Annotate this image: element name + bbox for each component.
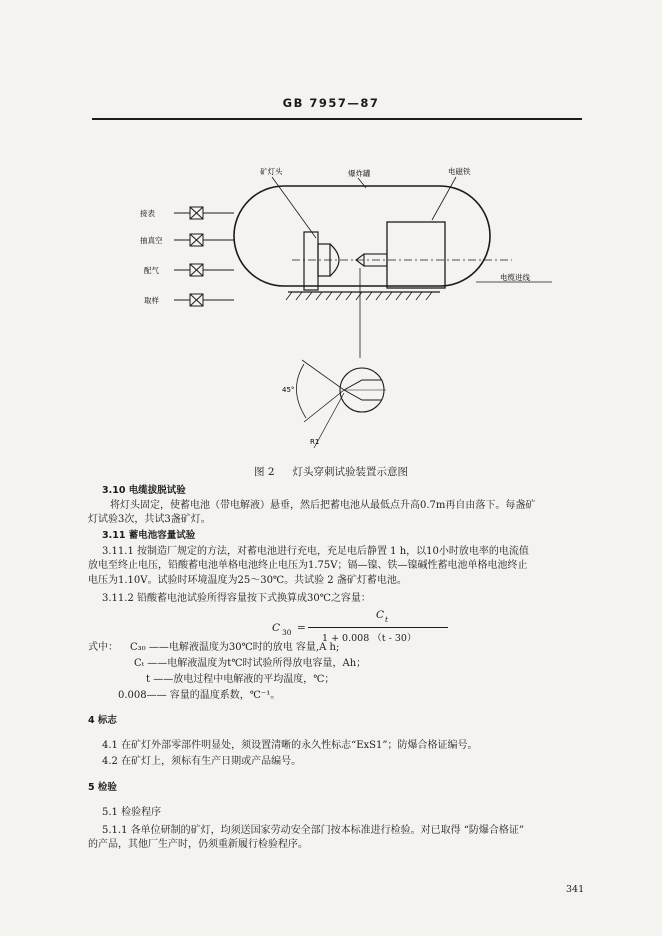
section-4-2: 4.2 在矿灯上，须标有生产日期或产品编号。 [102, 756, 302, 767]
section-5-1-1-line2: 的产品，其他厂生产时，仍须重新履行检验程序。 [88, 839, 308, 850]
label-angle: 45° [282, 386, 295, 394]
section-5-title: 5 检验 [88, 782, 117, 793]
explosion-chamber-outline [234, 186, 490, 286]
test-apparatus-diagram [92, 150, 562, 460]
lamp-mount [304, 232, 318, 290]
section-3-11-1-line1: 3.11.1 按制造厂规定的方法，对蓄电池进行充电，充足电后静置 1 h，以10小时放电率的电流值 [102, 546, 529, 557]
formula-lhs-sub: 30 [282, 628, 292, 637]
valve-sampling [174, 294, 234, 306]
label-lamp-head: 矿灯头 [260, 167, 283, 176]
formula-lhs: C [272, 622, 281, 634]
page-header: GB 7957—87 [282, 96, 380, 110]
valve-vacuum [174, 234, 234, 246]
label-cable-inlet: 电缆进线 [500, 273, 530, 282]
label-radius: R1 [310, 438, 320, 446]
figure-number: 图 2 [253, 466, 275, 478]
section-4-1: 4.1 在矿灯外部零部件明显处，须设置清晰的永久性标志“ExS1”；防爆合格证编号。 [102, 740, 478, 751]
label-explosion-chamber: 爆炸罐 [348, 169, 371, 178]
label-gas: 配气 [144, 266, 159, 275]
valve-meter [174, 207, 234, 219]
header-rule [92, 118, 582, 120]
section-3-11-title: 3.11 蓄电池容量试验 [102, 530, 196, 541]
label-meter: 接表 [140, 209, 155, 218]
section-3-11-2: 3.11.2 铅酸蓄电池试验所得容量按下式换算成30℃之容量： [102, 593, 371, 604]
section-3-10-title: 3.10 电缆拔脱试验 [102, 485, 186, 496]
label-electromagnet: 电磁铁 [448, 167, 471, 176]
valve-gas [174, 264, 234, 276]
figure-caption [0, 464, 662, 479]
formula-numerator: C [376, 609, 385, 621]
label-vacuum: 抽真空 [140, 236, 163, 245]
section-5-1-title: 5.1 检验程序 [102, 807, 162, 818]
formula-equals: = [297, 622, 306, 634]
section-5-1-1-line1: 5.1.1 各单位研制的矿灯，均须送国家劳动安全部门按本标准进行检验。对已取得 “防爆合格证” [102, 825, 525, 836]
section-3-11-1-line2: 放电至终止电压，铅酸蓄电池单格电池终止电压为1.75V；镉—镍、铁—镍碱性蓄电池单格电池终止 [88, 560, 528, 571]
section-3-10-line2: 灯试验3次，共试3盏矿灯。 [88, 514, 211, 525]
label-sampling: 取样 [144, 296, 159, 305]
section-3-11-1-line3: 电压为1.10V。试验时环境温度为25～30℃。共试验 2 盏矿灯蓄电池。 [88, 575, 407, 586]
formula-numerator-sub: t [385, 615, 389, 624]
section-4-title: 4 标志 [88, 715, 117, 726]
electromagnet-body [387, 222, 445, 288]
where-line2: Cₜ ——电解液温度为t℃时试验所得放电容量，Ah； [134, 658, 367, 669]
formula-denominator: 1 + 0.008 （t - 30） [322, 633, 417, 644]
figure-title: 灯头穿刺试验装置示意图 [292, 466, 409, 478]
page-number: 341 [566, 884, 585, 895]
where-line4: 0.008—— 容量的温度系数，℃⁻¹。 [118, 690, 281, 701]
where-label: 式中： [88, 642, 118, 653]
fraction-bar [308, 627, 448, 628]
where-line3: t ——放电过程中电解液的平均温度，℃； [146, 674, 335, 685]
section-3-10-line1: 将灯头固定，使蓄电池（带电解液）悬垂，然后把蓄电池从最低点升高0.7m再自由落下。每盏矿 [110, 500, 536, 511]
where-line1: C₃₀ ——电解液温度为30℃时的放电 容量,A h; [130, 642, 340, 653]
